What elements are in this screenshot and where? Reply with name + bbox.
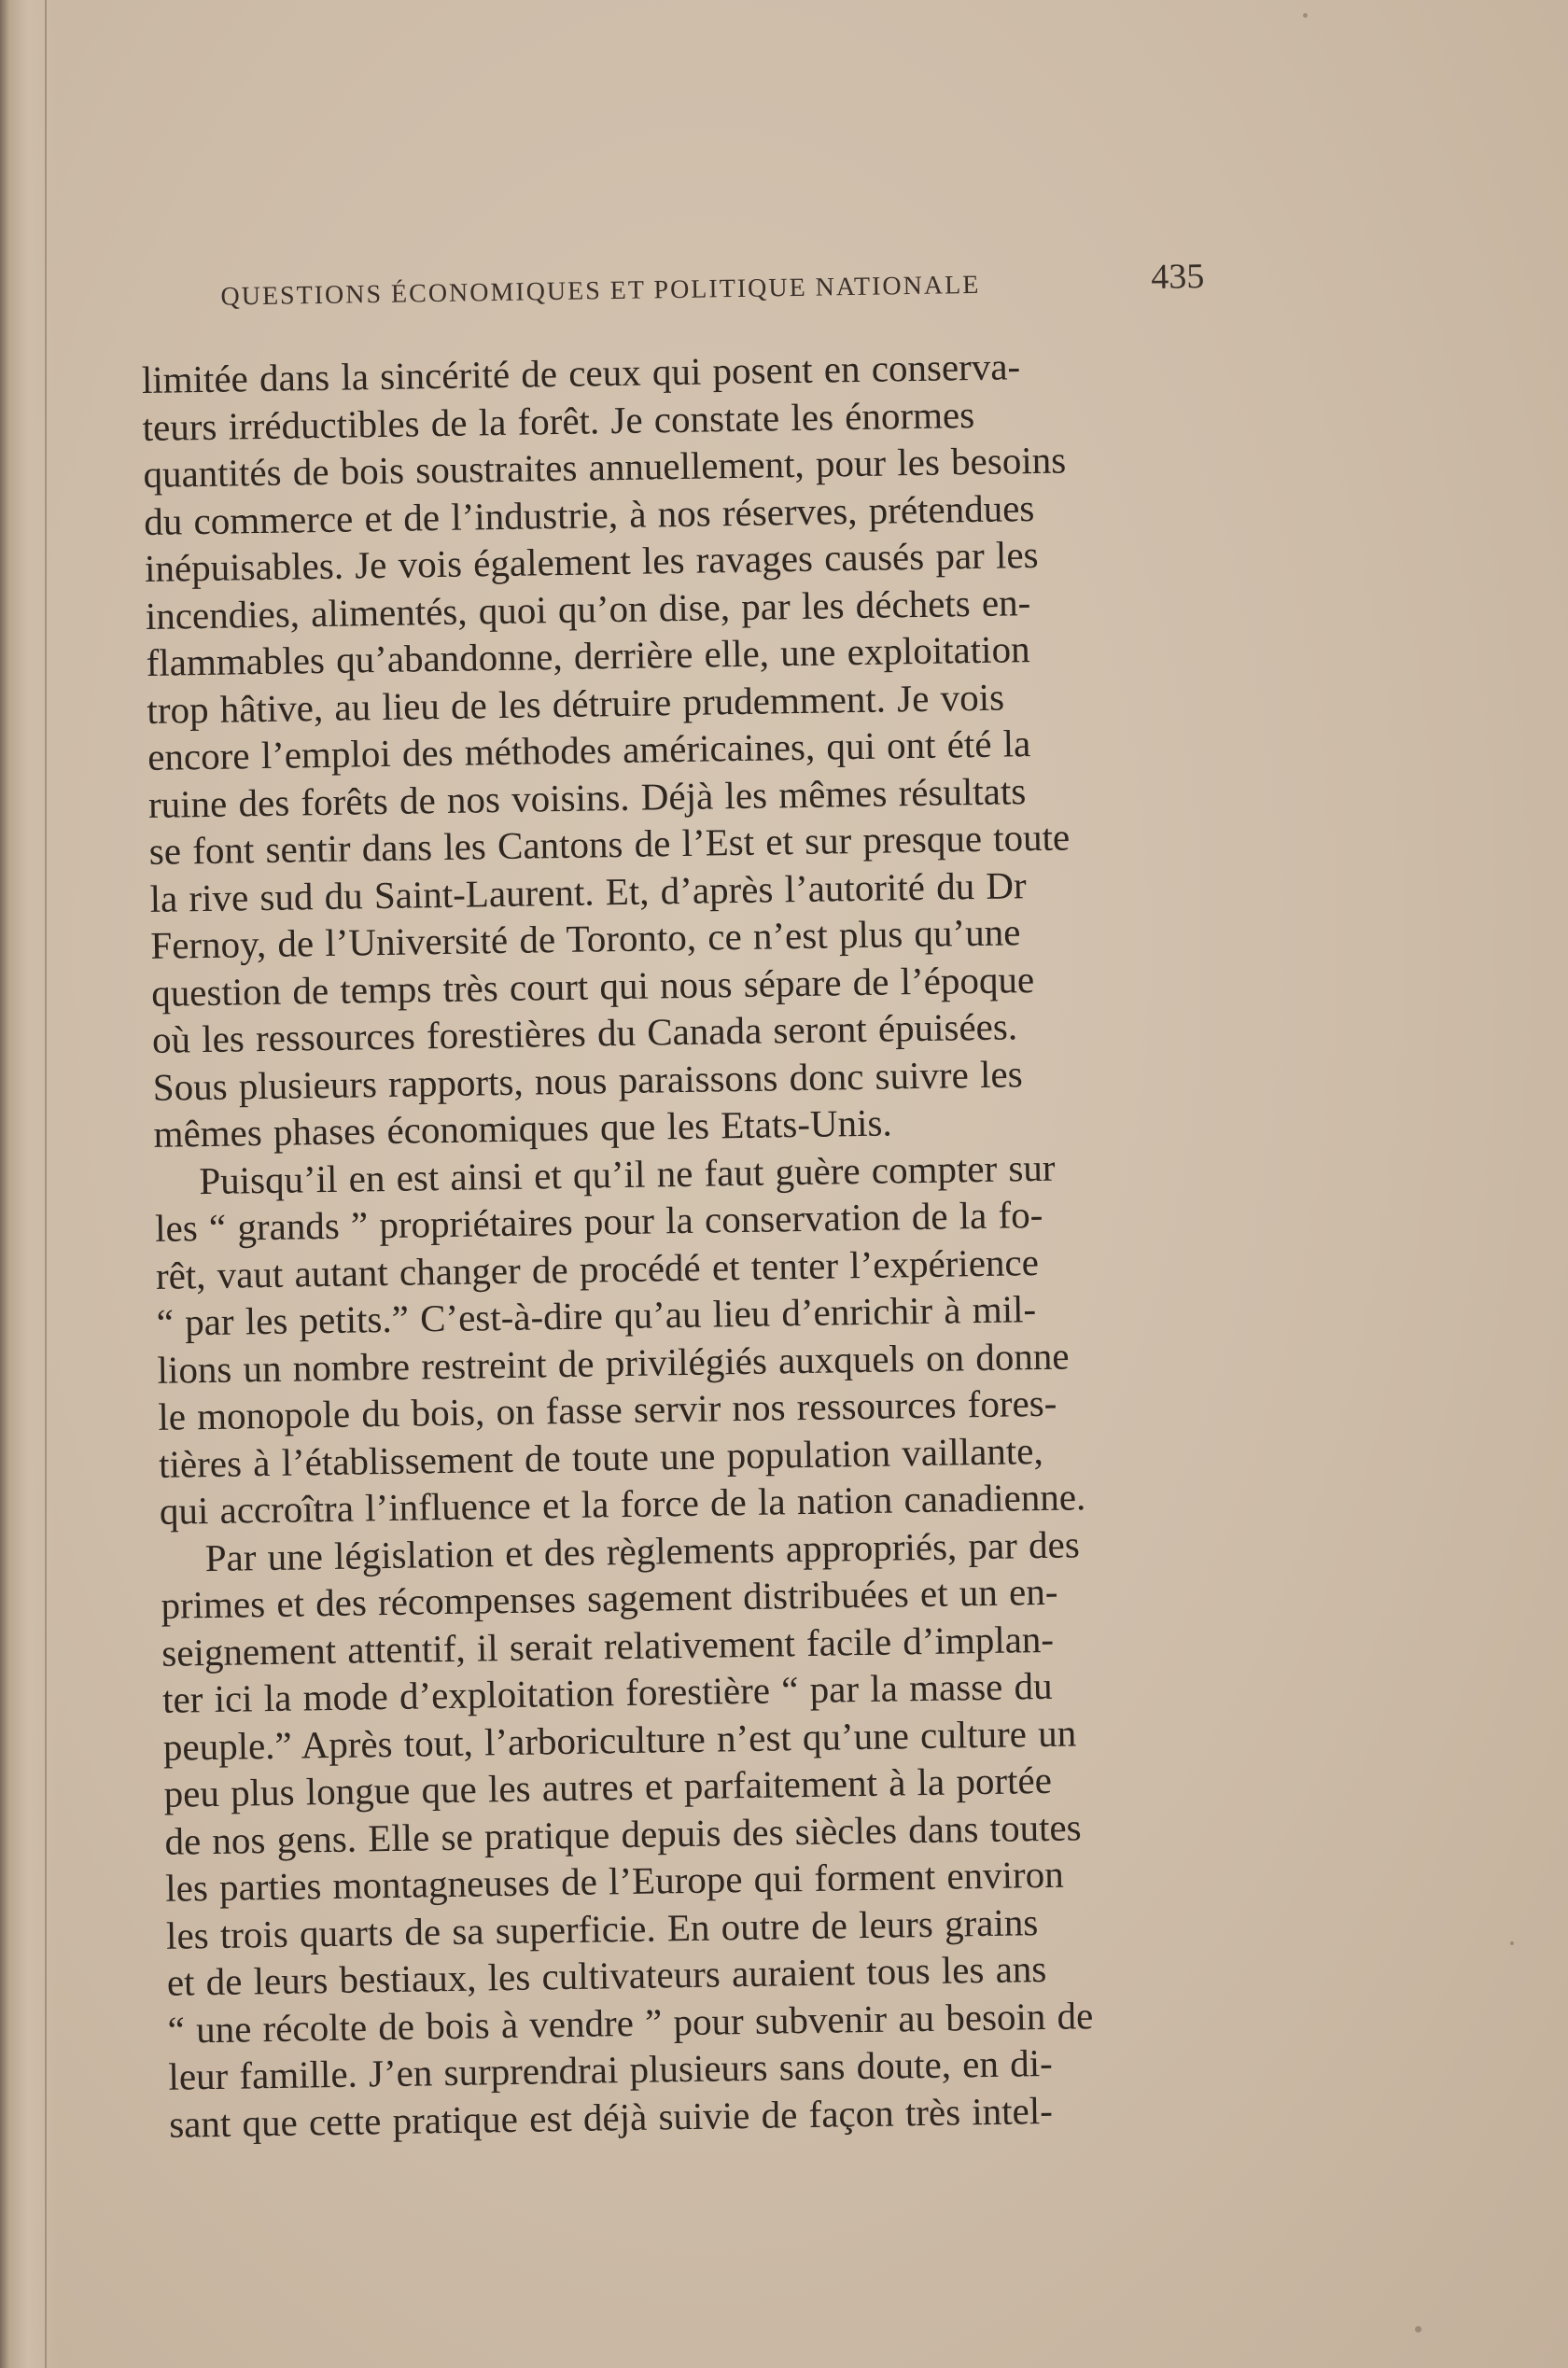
paper-speck xyxy=(1510,1941,1514,1945)
page-binding-edge xyxy=(45,0,47,2368)
paper-speck xyxy=(1303,13,1308,18)
paragraph-3: Par une législation et des règlements appropriés, par des primes et des récompenses sagement distribuées et un en- seignement attentif, il serait relativement facile d’implan- ter ici la mode d’exploitation forestière “ par la masse du peuple.” Après tout, l’arboriculture n’est qu’une culture un peu plus longue que les autres et parfaitement à la portée de nos gens. Elle se pratique depuis des siècles dans toutes les parties montagneuses de l’Europe qui forment environ les trois quarts de sa superficie. En outre de leurs grains et de leurs bestiaux, les cultivateurs auraient tous les ans “ une récolte de bois à vendre ” pour subvenir au besoin de leur famille. J’en surprendrai plusieurs sans doute, en di- sant que cette pratique est déjà suivie de façon très intel- xyxy=(161,1521,1094,2146)
running-head xyxy=(140,249,1256,323)
paper-speck xyxy=(1415,2326,1421,2333)
paragraph-1: limitée dans la sincérité de ceux qui posent en conserva- teurs irréductibles de la forêt. Je constate les énormes quantités de bois soustraites annuellement, pour les besoins du commerce et de l’industrie, à nos réserves, prétendues inépuisables. Je vois également les ravages causés par les incendies, alimentés, quoi qu’on dise, par les déchets en- flammables qu’abandonne, derrière elle, une exploitation trop hâtive, au lieu de les détruire prudemment. Je vois encore l’emploi des méthodes américaines, qui ont été la ruine des forêts de nos voisins. Déjà les mêmes résultats se font sentir dans les Cantons de l’Est et sur presque toute la rive sud du Saint-Laurent. Et, d’après l’autorité du Dr Fernoy, de l’Université de Toronto, ce n’est plus qu’une question de temps très court qui nous sépare de l’époque où les ressources forestières du Canada seront épuisées. Sous plusieurs rapports, nous paraissons donc suivre les mêmes phases économiques que les Etats-Unis. xyxy=(141,344,1071,1156)
running-head-title: QUESTIONS ÉCONOMIQUES ET POLITIQUE NATIONALE xyxy=(220,270,981,312)
page-binding-shadow xyxy=(0,0,58,2368)
paragraph-2: Puisqu’il en est ainsi et qu’il ne faut guère compter sur les “ grands ” propriétaires pour la conservation de la fo- rêt, vaut autant changer de procédé et tenter l’expérience “ par les petits.” C’est-à-dire qu’au lieu d’enrichir à mil- lions un nombre restreint de privilégiés auxquels on donne le monopole du bois, on fasse servir nos ressources fores- tières à l’établissement de toute une population vaillante, qui accroîtra l’influence et la force de la nation canadienne. xyxy=(154,1145,1086,1533)
page-content xyxy=(140,249,1285,2148)
page-number: 435 xyxy=(1150,257,1205,297)
